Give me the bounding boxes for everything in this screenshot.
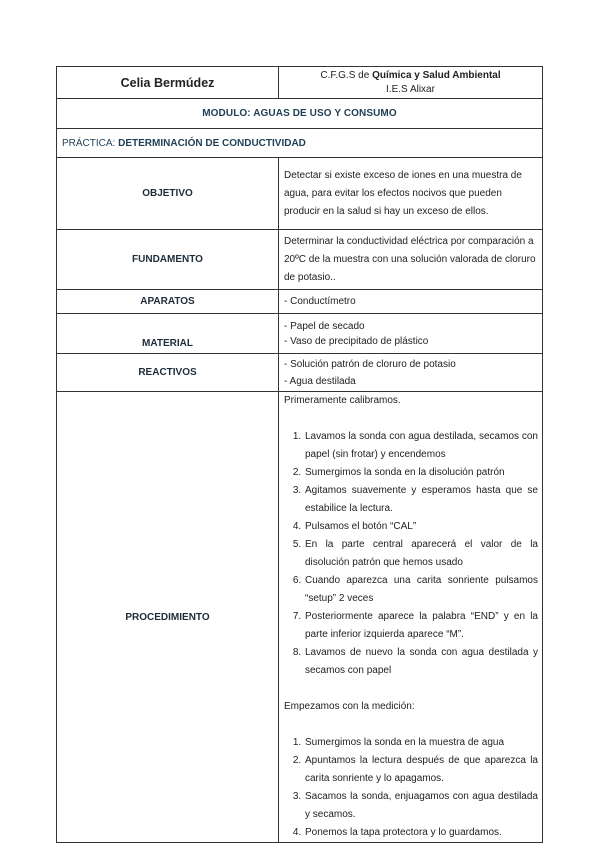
material-label: MATERIAL (57, 314, 279, 354)
calibration-step: 5. En la parte central aparecerá el valor de la disolución patrón que hemos usado (304, 536, 538, 572)
reactivos-row (57, 354, 543, 392)
calibration-step: 1. Lavamos la sonda con agua destilada, secamos con papel (sin frotar) y encendemos (304, 428, 538, 464)
objetivo-label: OBJETIVO (57, 158, 279, 230)
module-row (57, 99, 543, 129)
course-prefix: C.F.G.S de (320, 69, 373, 81)
module-title: MODULO: AGUAS DE USO Y CONSUMO (57, 99, 543, 129)
reactivos-label: REACTIVOS (57, 354, 279, 392)
objetivo-paragraph: Detectar si existe exceso de iones en una muestra de agua, para evitar los efectos nocivos que pueden producir en la salud si hay un exceso de ellos. (284, 169, 522, 217)
practice-title (57, 129, 543, 158)
aparatos-item: - Conductímetro (284, 295, 356, 307)
reactivos-item: - Agua destilada (284, 375, 356, 387)
calibration-step: 7. Posteriormente aparece la palabra “END” y en la parte inferior izquierda aparece “M”. (304, 608, 538, 644)
practice-name: DETERMINACIÓN DE CONDUCTIVIDAD (118, 137, 306, 149)
measurement-step: 4. Ponemos la tapa protectora y lo guardamos. (304, 824, 538, 842)
calibration-step: 4. Pulsamos el botón “CAL” (304, 518, 538, 536)
fundamento-paragraph: Determinar la conductividad eléctrica por comparación a 20ºC de la muestra con una solución valorada de cloruro de potasio.. (284, 235, 536, 283)
author-name: Celia Bermúdez (57, 67, 279, 99)
measurement-steps (284, 734, 538, 842)
calibration-step: 3. Agitamos suavemente y esperamos hasta que se estabilice la lectura. (304, 482, 538, 518)
fundamento-text (279, 230, 543, 290)
school-name: I.E.S Alixar (386, 83, 435, 95)
aparatos-list (279, 290, 543, 314)
material-item: - Vaso de precipitado de plástico (284, 335, 429, 347)
objetivo-row (57, 158, 543, 230)
measurement-step: 1. Sumergimos la sonda en la muestra de agua (304, 734, 538, 752)
reactivos-list (279, 354, 543, 392)
calibration-step: 6. Cuando aparezca una carita sonriente pulsamos “setup” 2 veces (304, 572, 538, 608)
course-info (279, 67, 543, 99)
calibration-step: 2. Sumergimos la sonda en la disolución patrón (304, 464, 538, 482)
fundamento-row (57, 230, 543, 290)
objetivo-text (279, 158, 543, 230)
aparatos-label: APARATOS (57, 290, 279, 314)
procedimiento-intro-calibration: Primeramente calibramos. (284, 395, 401, 406)
calibration-steps (284, 428, 538, 680)
aparatos-row (57, 290, 543, 314)
practice-label: PRÁCTICA: (62, 137, 119, 149)
fundamento-label: FUNDAMENTO (57, 230, 279, 290)
procedimiento-label: PROCEDIMIENTO (57, 392, 279, 843)
practice-row (57, 129, 543, 158)
measurement-step: 3. Sacamos la sonda, enjuagamos con agua destilada y secamos. (304, 788, 538, 824)
material-list (279, 314, 543, 354)
reactivos-item: - Solución patrón de cloruro de potasio (284, 358, 456, 370)
material-item: - Papel de secado (284, 320, 365, 332)
material-row (57, 314, 543, 354)
calibration-step: 8. Lavamos de nuevo la sonda con agua destilada y secamos con papel (304, 644, 538, 680)
header-row (57, 67, 543, 99)
measurement-step: 2. Apuntamos la lectura después de que aparezca la carita sonriente y lo apagamos. (304, 752, 538, 788)
procedimiento-row (57, 392, 543, 843)
practice-sheet (56, 66, 542, 843)
procedimiento-intro-measurement: Empezamos con la medición: (284, 701, 415, 712)
course-name: Química y Salud Ambiental (372, 69, 501, 81)
practice-table (56, 66, 543, 843)
procedimiento-text (279, 392, 543, 843)
